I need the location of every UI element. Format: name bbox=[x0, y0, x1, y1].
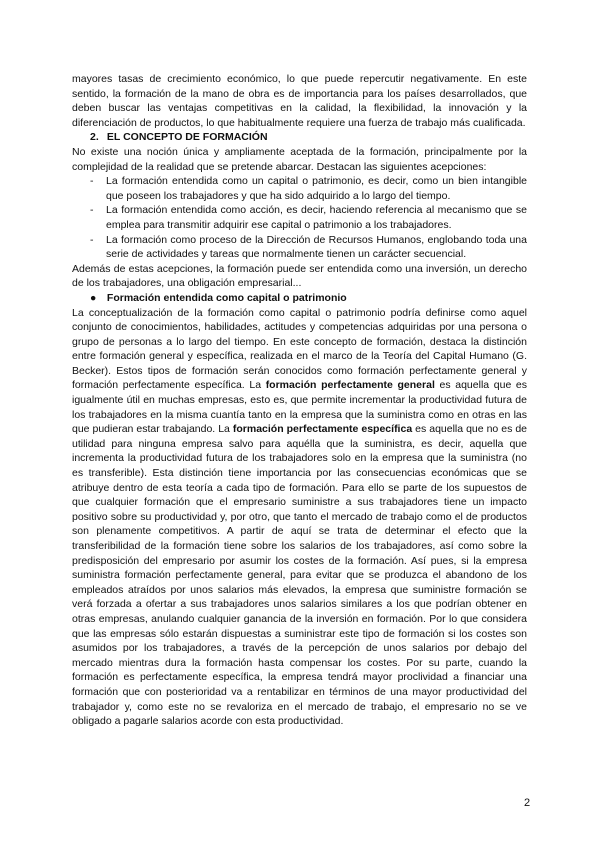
section-title: EL CONCEPTO DE FORMACIÓN bbox=[106, 131, 268, 144]
section-number: 2. bbox=[90, 131, 99, 144]
page-number: 2 bbox=[524, 797, 531, 809]
dash-marker: - bbox=[90, 175, 94, 188]
subsection-title: Formación entendida como capital o patrimonio bbox=[106, 291, 347, 304]
section-heading bbox=[90, 130, 527, 145]
bullet-icon: ● bbox=[90, 291, 97, 304]
term-formacion-general: formación perfectamente general bbox=[265, 379, 435, 392]
body-text-part-3: es aquella que no es de utilidad para ninguna empresa salvo para aquélla que la suministra, es decir, aquella que incrementa la productividad futura de los trabajadores solo en la empresa que la suministra (no es transferible). Esta distinción tiene importancia por las consecuencias económicas que se atribuye dentro de esta teoría a cada tipo de formación. Para ello se parte de los supuestos de que cualquier formación que el empresario suministre a sus trabajadores tiene un impacto positivo sobre su productividad y, por otro, que tanto el mercado de trabajo como el de productos son plenamente competitivos. A partir de aquí se trata de determinar el efecto que la transferibilidad de la formación tiene sobre los salarios de los trabajadores, así como sobre la predisposición del empresario por asumir los costes de la formación. Así pues, si la empresa suministra formación perfectamente general, para evitar que se produzca el abandono de los empleados atraídos por unos salarios más elevados, la empresa que suministre formación se verá forzada a ofertar a sus trabajadores unos salarios similares a los que podrían obtener en otras empresas, anulando cualquier ganancia de la inversión en formación. Por lo que considera que las empresas sólo estarán dispuestas a suministrar este tipo de formación si los costes son asumidos por los trabajadores, a través de la percepción de unos salarios por debajo del mercado mientras dura la formación hasta compensar los costes. Por su parte, cuando la formación es perfectamente específica, la empresa tendrá mayor proclividad a financiar una formación que con posterioridad va a rentabilizar en términos de una mayor productividad del trabajador y, como este no se revaloriza en el mercado de trabajo, el empresario no se ve obligado a pagarle salarios acorde con esta productividad. bbox=[72, 423, 527, 728]
dash-marker: - bbox=[90, 233, 94, 246]
document-page bbox=[72, 72, 527, 729]
subsection-heading bbox=[72, 291, 527, 306]
after-list-paragraph: Además de estas acepciones, la formación puede ser entendida como una inversión, un derecho de los trabajadores, una obligación empresarial... bbox=[72, 262, 527, 290]
list-item-text: La formación como proceso de la Dirección de Recursos Humanos, englobando toda una serie de actividades y tareas que normalmente tienen un carácter secuencial. bbox=[106, 233, 527, 261]
list-item-text: La formación entendida como un capital o patrimonio, es decir, como un bien intangible que poseen los trabajadores y que ha sido adquirido a lo largo del tiempo. bbox=[106, 175, 527, 202]
list-item-text: La formación entendida como acción, es decir, haciendo referencia al mecanismo que se emplea para transmitir adquirir ese capital o patrimonio a los trabajadores. bbox=[106, 204, 527, 231]
body-paragraph bbox=[72, 306, 527, 729]
list-item bbox=[72, 203, 527, 232]
intro-paragraph: mayores tasas de crecimiento económico, lo que puede repercutir negativamente. En este sentido, la formación de la mano de obra es de importancia para los países desarrollados, que deben buscar las ventajas competitivas en la calidad, la flexibilidad, la innovación y la diferenciación de productos, lo que habitualmente requiere una fuerza de trabajo más cualificada. bbox=[72, 73, 527, 129]
list-item bbox=[72, 233, 527, 262]
acepciones-list bbox=[72, 174, 527, 262]
dash-marker: - bbox=[90, 204, 94, 217]
term-formacion-especifica: formación perfectamente específica bbox=[232, 423, 413, 436]
body-text-part-1: La conceptualización de la formación como capital o patrimonio podría definirse como aquel conjunto de conocimientos, habilidades, actitudes y competencias adquiridas por una persona o grupo de personas a lo largo del tiempo. En este concepto de formación, destaca la distinción entre formación general y específica, realizada en el marco de la Teoría del Capital Humano (G. Becker). Estos tipos de formación serán conocidos como formación perfectamente general y formación perfectamente específica. La bbox=[72, 306, 527, 392]
body-text-part-2: es aquella que es igualmente útil en muchas empresas, esto es, que permite incrementar la productividad futura de los trabajadores en la misma cuantía tanto en la empresa que la suministra como en otras en las que pudieran estar trabajando. La bbox=[72, 379, 528, 436]
list-item bbox=[72, 174, 527, 203]
section-intro: No existe una noción única y ampliamente aceptada de la formación, principalmente por la complejidad de la realidad que se pretende abarcar. Destacan las siguientes acepciones: bbox=[72, 145, 527, 173]
